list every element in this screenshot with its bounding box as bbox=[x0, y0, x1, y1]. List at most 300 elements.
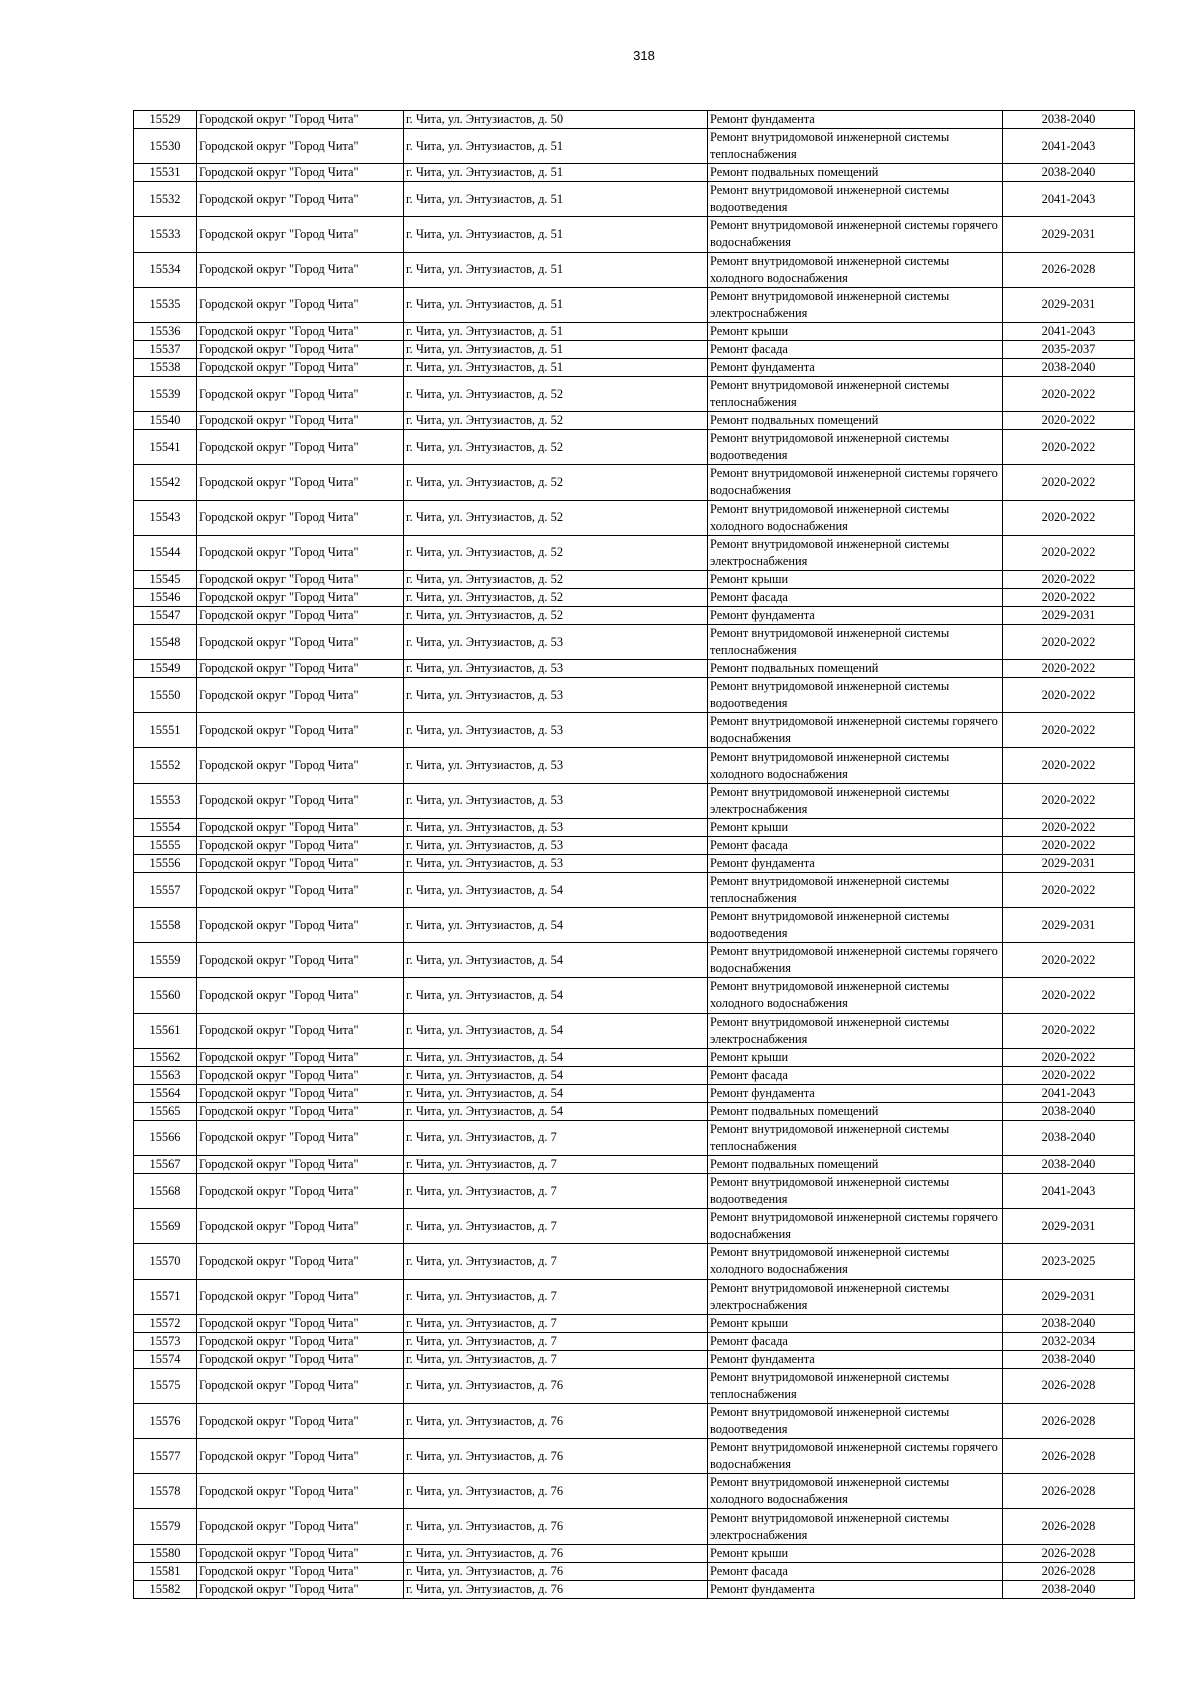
address-cell: г. Чита, ул. Энтузиастов, д. 54 bbox=[404, 978, 708, 1013]
work-type-cell: Ремонт внутридомовой инженерной системы теплоснабжения bbox=[708, 1368, 1003, 1403]
address-cell: г. Чита, ул. Энтузиастов, д. 53 bbox=[404, 713, 708, 748]
work-type-cell: Ремонт внутридомовой инженерной системы горячего водоснабжения bbox=[708, 943, 1003, 978]
district-cell: Городской округ "Город Чита" bbox=[197, 1439, 404, 1474]
address-cell: г. Чита, ул. Энтузиастов, д. 52 bbox=[404, 465, 708, 500]
period-cell: 2041-2043 bbox=[1003, 322, 1135, 340]
period-cell: 2041-2043 bbox=[1003, 1084, 1135, 1102]
period-cell: 2020-2022 bbox=[1003, 500, 1135, 535]
address-cell: г. Чита, ул. Энтузиастов, д. 54 bbox=[404, 1013, 708, 1048]
row-number-cell: 15546 bbox=[134, 588, 197, 606]
period-cell: 2020-2022 bbox=[1003, 1048, 1135, 1066]
work-type-cell: Ремонт внутридомовой инженерной системы горячего водоснабжения bbox=[708, 465, 1003, 500]
row-number-cell: 15576 bbox=[134, 1403, 197, 1438]
address-cell: г. Чита, ул. Энтузиастов, д. 54 bbox=[404, 1066, 708, 1084]
row-number-cell: 15571 bbox=[134, 1279, 197, 1314]
address-cell: г. Чита, ул. Энтузиастов, д. 51 bbox=[404, 358, 708, 376]
period-cell: 2038-2040 bbox=[1003, 1580, 1135, 1598]
table-row bbox=[134, 376, 1135, 411]
row-number-cell: 15544 bbox=[134, 535, 197, 570]
row-number-cell: 15543 bbox=[134, 500, 197, 535]
address-cell: г. Чита, ул. Энтузиастов, д. 51 bbox=[404, 129, 708, 164]
row-number-cell: 15564 bbox=[134, 1084, 197, 1102]
district-cell: Городской округ "Город Чита" bbox=[197, 1279, 404, 1314]
address-cell: г. Чита, ул. Энтузиастов, д. 54 bbox=[404, 1084, 708, 1102]
table-row bbox=[134, 713, 1135, 748]
period-cell: 2026-2028 bbox=[1003, 1439, 1135, 1474]
district-cell: Городской округ "Город Чита" bbox=[197, 872, 404, 907]
district-cell: Городской округ "Город Чита" bbox=[197, 978, 404, 1013]
district-cell: Городской округ "Город Чита" bbox=[197, 1544, 404, 1562]
district-cell: Городской округ "Город Чита" bbox=[197, 1048, 404, 1066]
work-type-cell: Ремонт крыши bbox=[708, 818, 1003, 836]
work-type-cell: Ремонт крыши bbox=[708, 1314, 1003, 1332]
table-row bbox=[134, 465, 1135, 500]
work-type-cell: Ремонт внутридомовой инженерной системы электроснабжения bbox=[708, 287, 1003, 322]
address-cell: г. Чита, ул. Энтузиастов, д. 52 bbox=[404, 376, 708, 411]
work-type-cell: Ремонт подвальных помещений bbox=[708, 660, 1003, 678]
period-cell: 2020-2022 bbox=[1003, 678, 1135, 713]
work-type-cell: Ремонт внутридомовой инженерной системы водоотведения bbox=[708, 182, 1003, 217]
work-type-cell: Ремонт внутридомовой инженерной системы теплоснабжения bbox=[708, 872, 1003, 907]
address-cell: г. Чита, ул. Энтузиастов, д. 76 bbox=[404, 1580, 708, 1598]
address-cell: г. Чита, ул. Энтузиастов, д. 7 bbox=[404, 1332, 708, 1350]
address-cell: г. Чита, ул. Энтузиастов, д. 50 bbox=[404, 111, 708, 129]
work-type-cell: Ремонт внутридомовой инженерной системы холодного водоснабжения bbox=[708, 1474, 1003, 1509]
table-row bbox=[134, 1368, 1135, 1403]
period-cell: 2020-2022 bbox=[1003, 570, 1135, 588]
period-cell: 2023-2025 bbox=[1003, 1244, 1135, 1279]
work-type-cell: Ремонт крыши bbox=[708, 322, 1003, 340]
table-row bbox=[134, 164, 1135, 182]
address-cell: г. Чита, ул. Энтузиастов, д. 54 bbox=[404, 1102, 708, 1120]
period-cell: 2041-2043 bbox=[1003, 1173, 1135, 1208]
period-cell: 2020-2022 bbox=[1003, 412, 1135, 430]
row-number-cell: 15542 bbox=[134, 465, 197, 500]
period-cell: 2020-2022 bbox=[1003, 624, 1135, 659]
district-cell: Городской округ "Город Чита" bbox=[197, 1580, 404, 1598]
address-cell: г. Чита, ул. Энтузиастов, д. 7 bbox=[404, 1155, 708, 1173]
district-cell: Городской округ "Город Чита" bbox=[197, 340, 404, 358]
district-cell: Городской округ "Город Чита" bbox=[197, 1368, 404, 1403]
table-row bbox=[134, 340, 1135, 358]
table-row bbox=[134, 1155, 1135, 1173]
table-row bbox=[134, 854, 1135, 872]
district-cell: Городской округ "Город Чита" bbox=[197, 570, 404, 588]
work-type-cell: Ремонт подвальных помещений bbox=[708, 412, 1003, 430]
table-row bbox=[134, 1474, 1135, 1509]
row-number-cell: 15545 bbox=[134, 570, 197, 588]
address-cell: г. Чита, ул. Энтузиастов, д. 51 bbox=[404, 340, 708, 358]
table-row bbox=[134, 978, 1135, 1013]
table-row bbox=[134, 1209, 1135, 1244]
table-row bbox=[134, 182, 1135, 217]
address-cell: г. Чита, ул. Энтузиастов, д. 76 bbox=[404, 1368, 708, 1403]
address-cell: г. Чита, ул. Энтузиастов, д. 51 bbox=[404, 217, 708, 252]
table-row bbox=[134, 1066, 1135, 1084]
period-cell: 2020-2022 bbox=[1003, 818, 1135, 836]
address-cell: г. Чита, ул. Энтузиастов, д. 53 bbox=[404, 660, 708, 678]
row-number-cell: 15536 bbox=[134, 322, 197, 340]
work-type-cell: Ремонт подвальных помещений bbox=[708, 1102, 1003, 1120]
period-cell: 2029-2031 bbox=[1003, 854, 1135, 872]
row-number-cell: 15556 bbox=[134, 854, 197, 872]
work-type-cell: Ремонт фасада bbox=[708, 588, 1003, 606]
address-cell: г. Чита, ул. Энтузиастов, д. 51 bbox=[404, 164, 708, 182]
work-type-cell: Ремонт внутридомовой инженерной системы теплоснабжения bbox=[708, 624, 1003, 659]
district-cell: Городской округ "Город Чита" bbox=[197, 1102, 404, 1120]
row-number-cell: 15531 bbox=[134, 164, 197, 182]
period-cell: 2038-2040 bbox=[1003, 1155, 1135, 1173]
table-row bbox=[134, 783, 1135, 818]
district-cell: Городской округ "Город Чита" bbox=[197, 783, 404, 818]
district-cell: Городской округ "Город Чита" bbox=[197, 836, 404, 854]
period-cell: 2020-2022 bbox=[1003, 943, 1135, 978]
district-cell: Городской округ "Город Чита" bbox=[197, 660, 404, 678]
table-row bbox=[134, 1084, 1135, 1102]
address-cell: г. Чита, ул. Энтузиастов, д. 52 bbox=[404, 412, 708, 430]
district-cell: Городской округ "Город Чита" bbox=[197, 1474, 404, 1509]
row-number-cell: 15579 bbox=[134, 1509, 197, 1544]
period-cell: 2029-2031 bbox=[1003, 217, 1135, 252]
address-cell: г. Чита, ул. Энтузиастов, д. 76 bbox=[404, 1544, 708, 1562]
address-cell: г. Чита, ул. Энтузиастов, д. 52 bbox=[404, 535, 708, 570]
row-number-cell: 15533 bbox=[134, 217, 197, 252]
address-cell: г. Чита, ул. Энтузиастов, д. 7 bbox=[404, 1173, 708, 1208]
row-number-cell: 15547 bbox=[134, 606, 197, 624]
work-type-cell: Ремонт внутридомовой инженерной системы водоотведения bbox=[708, 678, 1003, 713]
table-row bbox=[134, 588, 1135, 606]
address-cell: г. Чита, ул. Энтузиастов, д. 7 bbox=[404, 1314, 708, 1332]
address-cell: г. Чита, ул. Энтузиастов, д. 7 bbox=[404, 1279, 708, 1314]
district-cell: Городской округ "Город Чита" bbox=[197, 1562, 404, 1580]
work-type-cell: Ремонт внутридомовой инженерной системы горячего водоснабжения bbox=[708, 1439, 1003, 1474]
table-row bbox=[134, 624, 1135, 659]
period-cell: 2029-2031 bbox=[1003, 1279, 1135, 1314]
work-type-cell: Ремонт внутридомовой инженерной системы электроснабжения bbox=[708, 783, 1003, 818]
district-cell: Городской округ "Город Чита" bbox=[197, 412, 404, 430]
table-row bbox=[134, 1314, 1135, 1332]
period-cell: 2020-2022 bbox=[1003, 836, 1135, 854]
district-cell: Городской округ "Город Чита" bbox=[197, 1314, 404, 1332]
table-row bbox=[134, 1244, 1135, 1279]
district-cell: Городской округ "Город Чита" bbox=[197, 358, 404, 376]
work-type-cell: Ремонт внутридомовой инженерной системы теплоснабжения bbox=[708, 1120, 1003, 1155]
address-cell: г. Чита, ул. Энтузиастов, д. 76 bbox=[404, 1509, 708, 1544]
table-row bbox=[134, 678, 1135, 713]
address-cell: г. Чита, ул. Энтузиастов, д. 52 bbox=[404, 500, 708, 535]
work-type-cell: Ремонт фасада bbox=[708, 1066, 1003, 1084]
period-cell: 2038-2040 bbox=[1003, 164, 1135, 182]
work-type-cell: Ремонт фундамента bbox=[708, 1580, 1003, 1598]
work-type-cell: Ремонт внутридомовой инженерной системы горячего водоснабжения bbox=[708, 713, 1003, 748]
work-type-cell: Ремонт крыши bbox=[708, 1048, 1003, 1066]
row-number-cell: 15562 bbox=[134, 1048, 197, 1066]
row-number-cell: 15534 bbox=[134, 252, 197, 287]
work-type-cell: Ремонт фундамента bbox=[708, 854, 1003, 872]
district-cell: Городской округ "Город Чита" bbox=[197, 535, 404, 570]
district-cell: Городской округ "Город Чита" bbox=[197, 624, 404, 659]
row-number-cell: 15532 bbox=[134, 182, 197, 217]
district-cell: Городской округ "Город Чита" bbox=[197, 287, 404, 322]
address-cell: г. Чита, ул. Энтузиастов, д. 52 bbox=[404, 570, 708, 588]
period-cell: 2026-2028 bbox=[1003, 1403, 1135, 1438]
row-number-cell: 15566 bbox=[134, 1120, 197, 1155]
period-cell: 2020-2022 bbox=[1003, 1066, 1135, 1084]
row-number-cell: 15553 bbox=[134, 783, 197, 818]
address-cell: г. Чита, ул. Энтузиастов, д. 76 bbox=[404, 1474, 708, 1509]
row-number-cell: 15554 bbox=[134, 818, 197, 836]
row-number-cell: 15529 bbox=[134, 111, 197, 129]
district-cell: Городской округ "Город Чита" bbox=[197, 164, 404, 182]
period-cell: 2026-2028 bbox=[1003, 1368, 1135, 1403]
table-row bbox=[134, 818, 1135, 836]
district-cell: Городской округ "Город Чита" bbox=[197, 1066, 404, 1084]
address-cell: г. Чита, ул. Энтузиастов, д. 51 bbox=[404, 182, 708, 217]
work-type-cell: Ремонт внутридомовой инженерной системы водоотведения bbox=[708, 430, 1003, 465]
address-cell: г. Чита, ул. Энтузиастов, д. 54 bbox=[404, 908, 708, 943]
table-row bbox=[134, 570, 1135, 588]
row-number-cell: 15541 bbox=[134, 430, 197, 465]
table-row bbox=[134, 1403, 1135, 1438]
district-cell: Городской округ "Город Чита" bbox=[197, 854, 404, 872]
district-cell: Городской округ "Город Чита" bbox=[197, 606, 404, 624]
work-type-cell: Ремонт внутридомовой инженерной системы холодного водоснабжения bbox=[708, 1244, 1003, 1279]
row-number-cell: 15551 bbox=[134, 713, 197, 748]
district-cell: Городской округ "Город Чита" bbox=[197, 500, 404, 535]
row-number-cell: 15563 bbox=[134, 1066, 197, 1084]
address-cell: г. Чита, ул. Энтузиастов, д. 76 bbox=[404, 1403, 708, 1438]
table-row bbox=[134, 1173, 1135, 1208]
table-body bbox=[134, 111, 1135, 1599]
period-cell: 2029-2031 bbox=[1003, 287, 1135, 322]
work-type-cell: Ремонт внутридомовой инженерной системы холодного водоснабжения bbox=[708, 748, 1003, 783]
table-row bbox=[134, 1544, 1135, 1562]
table-row bbox=[134, 430, 1135, 465]
period-cell: 2035-2037 bbox=[1003, 340, 1135, 358]
row-number-cell: 15567 bbox=[134, 1155, 197, 1173]
table-row bbox=[134, 287, 1135, 322]
table-row bbox=[134, 1509, 1135, 1544]
table-row bbox=[134, 412, 1135, 430]
district-cell: Городской округ "Город Чита" bbox=[197, 1509, 404, 1544]
row-number-cell: 15558 bbox=[134, 908, 197, 943]
address-cell: г. Чита, ул. Энтузиастов, д. 54 bbox=[404, 943, 708, 978]
period-cell: 2026-2028 bbox=[1003, 252, 1135, 287]
row-number-cell: 15530 bbox=[134, 129, 197, 164]
period-cell: 2020-2022 bbox=[1003, 465, 1135, 500]
period-cell: 2020-2022 bbox=[1003, 713, 1135, 748]
period-cell: 2020-2022 bbox=[1003, 376, 1135, 411]
period-cell: 2020-2022 bbox=[1003, 783, 1135, 818]
period-cell: 2029-2031 bbox=[1003, 1209, 1135, 1244]
district-cell: Городской округ "Город Чита" bbox=[197, 1120, 404, 1155]
row-number-cell: 15537 bbox=[134, 340, 197, 358]
table-row bbox=[134, 217, 1135, 252]
table-row bbox=[134, 1013, 1135, 1048]
district-cell: Городской округ "Город Чита" bbox=[197, 1084, 404, 1102]
work-type-cell: Ремонт крыши bbox=[708, 570, 1003, 588]
table-row bbox=[134, 1580, 1135, 1598]
period-cell: 2020-2022 bbox=[1003, 660, 1135, 678]
work-type-cell: Ремонт внутридомовой инженерной системы холодного водоснабжения bbox=[708, 252, 1003, 287]
period-cell: 2041-2043 bbox=[1003, 182, 1135, 217]
work-type-cell: Ремонт внутридомовой инженерной системы холодного водоснабжения bbox=[708, 978, 1003, 1013]
page-number: 318 bbox=[633, 48, 655, 63]
address-cell: г. Чита, ул. Энтузиастов, д. 53 bbox=[404, 783, 708, 818]
period-cell: 2020-2022 bbox=[1003, 748, 1135, 783]
address-cell: г. Чита, ул. Энтузиастов, д. 51 bbox=[404, 252, 708, 287]
table-row bbox=[134, 1120, 1135, 1155]
row-number-cell: 15568 bbox=[134, 1173, 197, 1208]
table-row bbox=[134, 1562, 1135, 1580]
period-cell: 2026-2028 bbox=[1003, 1474, 1135, 1509]
district-cell: Городской округ "Город Чита" bbox=[197, 430, 404, 465]
row-number-cell: 15539 bbox=[134, 376, 197, 411]
row-number-cell: 15581 bbox=[134, 1562, 197, 1580]
district-cell: Городской округ "Город Чита" bbox=[197, 588, 404, 606]
work-type-cell: Ремонт внутридомовой инженерной системы водоотведения bbox=[708, 908, 1003, 943]
address-cell: г. Чита, ул. Энтузиастов, д. 7 bbox=[404, 1244, 708, 1279]
district-cell: Городской округ "Город Чита" bbox=[197, 1244, 404, 1279]
row-number-cell: 15565 bbox=[134, 1102, 197, 1120]
district-cell: Городской округ "Город Чита" bbox=[197, 818, 404, 836]
work-type-cell: Ремонт фундамента bbox=[708, 606, 1003, 624]
district-cell: Городской округ "Город Чита" bbox=[197, 1155, 404, 1173]
address-cell: г. Чита, ул. Энтузиастов, д. 53 bbox=[404, 836, 708, 854]
row-number-cell: 15570 bbox=[134, 1244, 197, 1279]
district-cell: Городской округ "Город Чита" bbox=[197, 678, 404, 713]
work-type-cell: Ремонт внутридомовой инженерной системы электроснабжения bbox=[708, 1279, 1003, 1314]
row-number-cell: 15560 bbox=[134, 978, 197, 1013]
row-number-cell: 15569 bbox=[134, 1209, 197, 1244]
work-type-cell: Ремонт фасада bbox=[708, 1332, 1003, 1350]
row-number-cell: 15552 bbox=[134, 748, 197, 783]
address-cell: г. Чита, ул. Энтузиастов, д. 52 bbox=[404, 430, 708, 465]
work-type-cell: Ремонт внутридомовой инженерной системы теплоснабжения bbox=[708, 376, 1003, 411]
address-cell: г. Чита, ул. Энтузиастов, д. 53 bbox=[404, 854, 708, 872]
work-type-cell: Ремонт фасада bbox=[708, 340, 1003, 358]
address-cell: г. Чита, ул. Энтузиастов, д. 53 bbox=[404, 624, 708, 659]
row-number-cell: 15582 bbox=[134, 1580, 197, 1598]
work-type-cell: Ремонт фундамента bbox=[708, 1350, 1003, 1368]
period-cell: 2020-2022 bbox=[1003, 978, 1135, 1013]
address-cell: г. Чита, ул. Энтузиастов, д. 7 bbox=[404, 1209, 708, 1244]
work-type-cell: Ремонт фундамента bbox=[708, 358, 1003, 376]
row-number-cell: 15549 bbox=[134, 660, 197, 678]
period-cell: 2020-2022 bbox=[1003, 872, 1135, 907]
row-number-cell: 15572 bbox=[134, 1314, 197, 1332]
address-cell: г. Чита, ул. Энтузиастов, д. 53 bbox=[404, 818, 708, 836]
table-row bbox=[134, 111, 1135, 129]
row-number-cell: 15555 bbox=[134, 836, 197, 854]
district-cell: Городской округ "Город Чита" bbox=[197, 1332, 404, 1350]
period-cell: 2038-2040 bbox=[1003, 1102, 1135, 1120]
address-cell: г. Чита, ул. Энтузиастов, д. 53 bbox=[404, 748, 708, 783]
work-type-cell: Ремонт внутридомовой инженерной системы теплоснабжения bbox=[708, 129, 1003, 164]
table-row bbox=[134, 1048, 1135, 1066]
work-type-cell: Ремонт крыши bbox=[708, 1544, 1003, 1562]
row-number-cell: 15540 bbox=[134, 412, 197, 430]
row-number-cell: 15573 bbox=[134, 1332, 197, 1350]
address-cell: г. Чита, ул. Энтузиастов, д. 51 bbox=[404, 287, 708, 322]
district-cell: Городской округ "Город Чита" bbox=[197, 465, 404, 500]
work-type-cell: Ремонт внутридомовой инженерной системы электроснабжения bbox=[708, 535, 1003, 570]
work-type-cell: Ремонт фундамента bbox=[708, 111, 1003, 129]
table-row bbox=[134, 129, 1135, 164]
work-type-cell: Ремонт внутридомовой инженерной системы горячего водоснабжения bbox=[708, 1209, 1003, 1244]
address-cell: г. Чита, ул. Энтузиастов, д. 52 bbox=[404, 588, 708, 606]
period-cell: 2020-2022 bbox=[1003, 588, 1135, 606]
row-number-cell: 15557 bbox=[134, 872, 197, 907]
table-row bbox=[134, 908, 1135, 943]
row-number-cell: 15580 bbox=[134, 1544, 197, 1562]
period-cell: 2038-2040 bbox=[1003, 111, 1135, 129]
table-row bbox=[134, 748, 1135, 783]
table-row bbox=[134, 1439, 1135, 1474]
district-cell: Городской округ "Город Чита" bbox=[197, 111, 404, 129]
period-cell: 2038-2040 bbox=[1003, 1120, 1135, 1155]
table-row bbox=[134, 1350, 1135, 1368]
table-row bbox=[134, 1102, 1135, 1120]
row-number-cell: 15575 bbox=[134, 1368, 197, 1403]
period-cell: 2026-2028 bbox=[1003, 1562, 1135, 1580]
district-cell: Городской округ "Город Чита" bbox=[197, 908, 404, 943]
work-type-cell: Ремонт внутридомовой инженерной системы горячего водоснабжения bbox=[708, 217, 1003, 252]
district-cell: Городской округ "Город Чита" bbox=[197, 217, 404, 252]
address-cell: г. Чита, ул. Энтузиастов, д. 7 bbox=[404, 1120, 708, 1155]
period-cell: 2026-2028 bbox=[1003, 1544, 1135, 1562]
work-type-cell: Ремонт подвальных помещений bbox=[708, 164, 1003, 182]
row-number-cell: 15535 bbox=[134, 287, 197, 322]
work-type-cell: Ремонт внутридомовой инженерной системы водоотведения bbox=[708, 1403, 1003, 1438]
district-cell: Городской округ "Город Чита" bbox=[197, 129, 404, 164]
district-cell: Городской округ "Город Чита" bbox=[197, 943, 404, 978]
work-type-cell: Ремонт фасада bbox=[708, 836, 1003, 854]
table-row bbox=[134, 660, 1135, 678]
period-cell: 2020-2022 bbox=[1003, 430, 1135, 465]
period-cell: 2026-2028 bbox=[1003, 1509, 1135, 1544]
work-type-cell: Ремонт внутридомовой инженерной системы электроснабжения bbox=[708, 1509, 1003, 1544]
address-cell: г. Чита, ул. Энтузиастов, д. 76 bbox=[404, 1439, 708, 1474]
period-cell: 2032-2034 bbox=[1003, 1332, 1135, 1350]
work-type-cell: Ремонт внутридомовой инженерной системы холодного водоснабжения bbox=[708, 500, 1003, 535]
row-number-cell: 15561 bbox=[134, 1013, 197, 1048]
table-row bbox=[134, 322, 1135, 340]
district-cell: Городской округ "Город Чита" bbox=[197, 1403, 404, 1438]
work-type-cell: Ремонт фасада bbox=[708, 1562, 1003, 1580]
district-cell: Городской округ "Город Чита" bbox=[197, 182, 404, 217]
table-row bbox=[134, 500, 1135, 535]
row-number-cell: 15550 bbox=[134, 678, 197, 713]
address-cell: г. Чита, ул. Энтузиастов, д. 53 bbox=[404, 678, 708, 713]
work-type-cell: Ремонт подвальных помещений bbox=[708, 1155, 1003, 1173]
district-cell: Городской округ "Город Чита" bbox=[197, 1013, 404, 1048]
period-cell: 2038-2040 bbox=[1003, 358, 1135, 376]
table-row bbox=[134, 606, 1135, 624]
period-cell: 2029-2031 bbox=[1003, 606, 1135, 624]
district-cell: Городской округ "Город Чита" bbox=[197, 1350, 404, 1368]
row-number-cell: 15538 bbox=[134, 358, 197, 376]
period-cell: 2020-2022 bbox=[1003, 535, 1135, 570]
work-type-cell: Ремонт фундамента bbox=[708, 1084, 1003, 1102]
district-cell: Городской округ "Город Чита" bbox=[197, 1173, 404, 1208]
district-cell: Городской округ "Город Чита" bbox=[197, 322, 404, 340]
row-number-cell: 15578 bbox=[134, 1474, 197, 1509]
district-cell: Городской округ "Город Чита" bbox=[197, 252, 404, 287]
district-cell: Городской округ "Город Чита" bbox=[197, 1209, 404, 1244]
period-cell: 2038-2040 bbox=[1003, 1314, 1135, 1332]
address-cell: г. Чита, ул. Энтузиастов, д. 54 bbox=[404, 872, 708, 907]
